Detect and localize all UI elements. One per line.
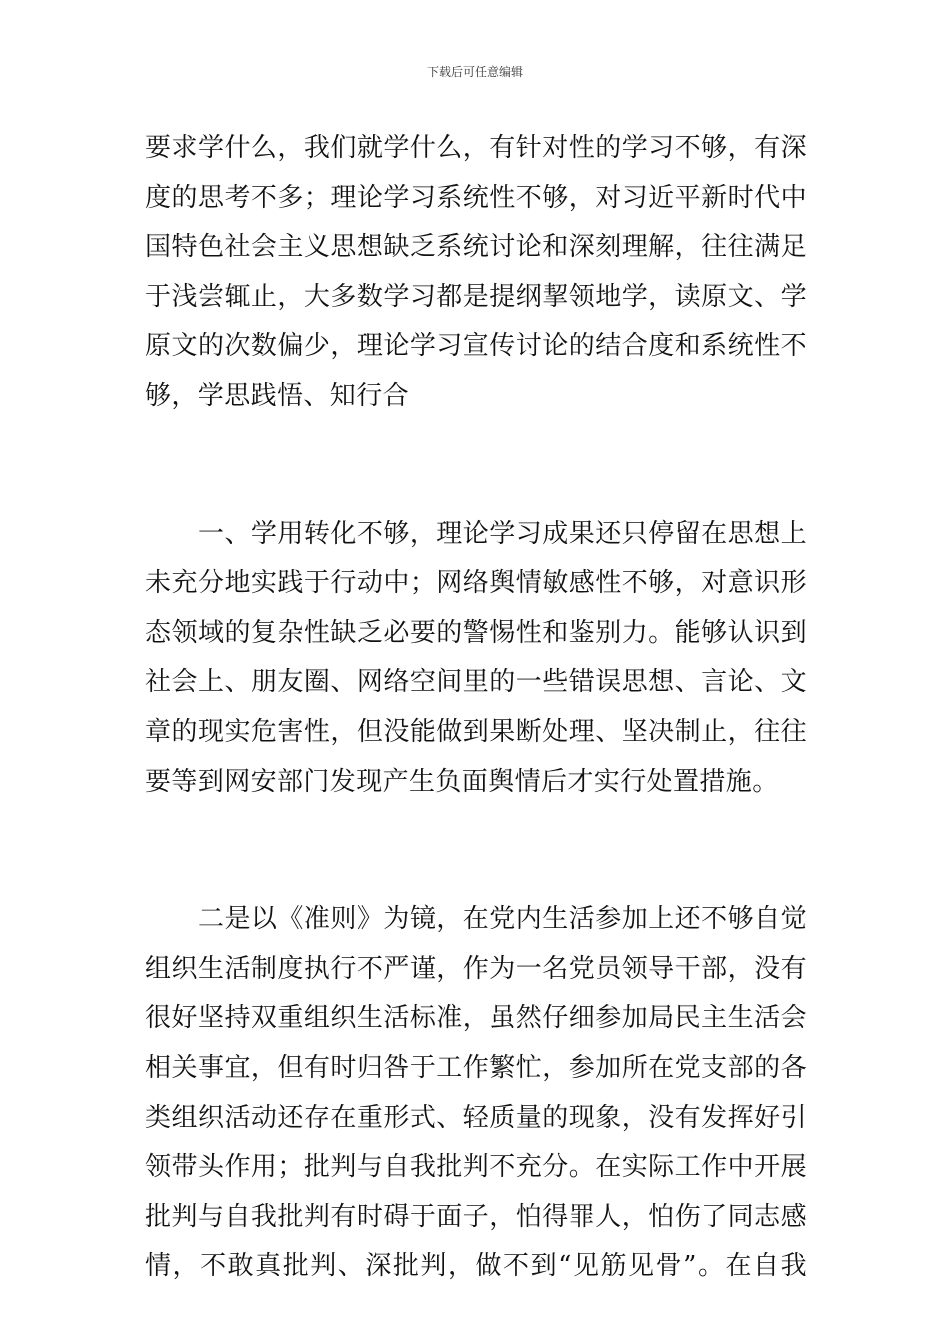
page-header-note: 下载后可任意编辑 — [426, 65, 523, 79]
paragraph-line: 要等到网安部门发现产生负面舆情后才实行处置措施。 — [145, 766, 779, 797]
paragraph-line: 情，不敢真批判、深批判，做不到“见筋见骨”。在自我 — [145, 1251, 807, 1282]
paragraph-line: 于浅尝辄止，大多数学习都是提纲挈领地学，读原文、学 — [145, 281, 807, 312]
paragraph-line: 很好坚持双重组织生活标准，虽然仔细参加局民主生活会 — [145, 1003, 807, 1034]
paragraph-line: 二是以《准则》为镜，在党内生活参加上还不够自觉 — [145, 904, 807, 935]
paragraph-line: 原文的次数偏少，理论学习宣传讨论的结合度和系统性不 — [145, 331, 807, 362]
paragraph-line: 要求学什么，我们就学什么，有针对性的学习不够，有深 — [145, 133, 807, 163]
paragraph-line: 度的思考不多；理论学习系统性不够，对习近平新时代中 — [145, 182, 807, 213]
paragraph-line: 未充分地实践于行动中；网络舆情敏感性不够，对意识形 — [145, 568, 807, 599]
paragraph-line: 组织生活制度执行不严谨，作为一名党员领导干部，没有 — [145, 953, 807, 984]
paragraph-spacer — [145, 422, 807, 510]
paragraph-line: 领带头作用；批判与自我批判不充分。在实际工作中开展 — [145, 1152, 807, 1183]
paragraph-line: 社会上、朋友圈、网络空间里的一些错误思想、言论、文 — [145, 667, 807, 698]
paragraph-1 — [145, 124, 807, 422]
paragraph-line: 章的现实危害性，但没能做到果断处理、坚决制止，往往 — [145, 716, 807, 747]
paragraph-spacer — [145, 807, 807, 895]
paragraph-line: 国特色社会主义思想缺乏系统讨论和深刻理解，往往满足 — [145, 232, 807, 263]
paragraph-line: 够，学思践悟、知行合 — [145, 380, 410, 411]
document-body — [145, 124, 807, 1292]
paragraph-line: 批判与自我批判有时碍于面子，怕得罪人，怕伤了同志感 — [145, 1201, 807, 1232]
paragraph-2 — [145, 510, 807, 808]
paragraph-line: 类组织活动还存在重形式、轻质量的现象，没有发挥好引 — [145, 1102, 807, 1133]
paragraph-line: 一、学用转化不够，理论学习成果还只停留在思想上 — [145, 518, 807, 549]
paragraph-line: 相关事宜，但有时归咎于工作繁忙，参加所在党支部的各 — [145, 1052, 807, 1083]
paragraph-line: 态领域的复杂性缺乏必要的警惕性和鉴别力。能够认识到 — [145, 617, 807, 648]
paragraph-3 — [145, 895, 807, 1292]
